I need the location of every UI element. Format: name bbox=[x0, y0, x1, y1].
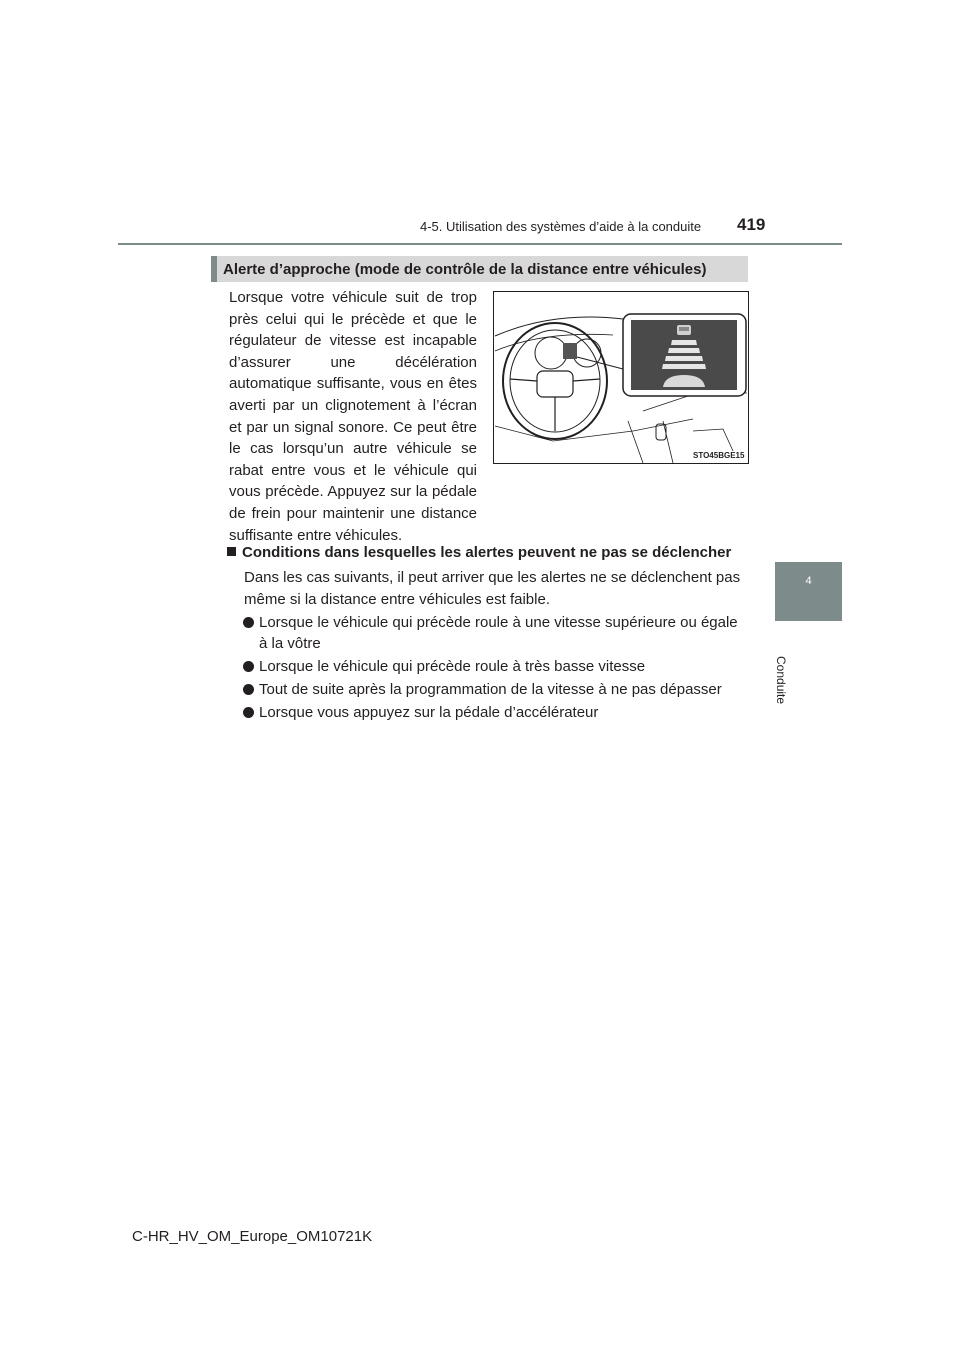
list-item bbox=[243, 612, 749, 654]
list-item bbox=[243, 656, 749, 677]
bullet-icon bbox=[243, 617, 254, 628]
header-rule bbox=[118, 243, 842, 245]
list-item-text: Tout de suite après la programmation de la vitesse à ne pas dépasser bbox=[259, 681, 722, 698]
list-item bbox=[243, 679, 749, 700]
document-id-footer: C-HR_HV_OM_Europe_OM10721K bbox=[132, 1228, 373, 1245]
figure-caption: STO45BGE15 bbox=[693, 451, 745, 460]
list-item-text: Lorsque le véhicule qui précède roule à une vitesse supérieure ou égale à la vôtre bbox=[259, 614, 738, 652]
list-item-text: Lorsque vous appuyez sur la pédale d’accélérateur bbox=[259, 704, 599, 721]
chapter-tab bbox=[775, 562, 842, 621]
bullet-icon bbox=[243, 684, 254, 695]
chapter-label: Conduite bbox=[774, 656, 788, 705]
bullet-icon bbox=[243, 661, 254, 672]
list-item-text: Lorsque le véhicule qui précède roule à très basse vitesse bbox=[259, 658, 646, 675]
conditions-intro: Dans les cas suivants, il peut arriver que les alertes ne se déclenchent pas même si la distance entre véhicules est faible. bbox=[244, 569, 741, 608]
running-header-section: 4-5. Utilisation des systèmes d’aide à la conduite bbox=[420, 219, 702, 234]
page-number: 419 bbox=[737, 215, 766, 234]
chapter-number: 4 bbox=[805, 575, 812, 587]
section-title: Alerte d’approche (mode de contrôle de la distance entre véhicules) bbox=[223, 261, 707, 278]
approach-warning-paragraph: Lorsque votre véhicule suit de trop près celui qui le précède et que le régulateur de vitesse est incapable d’assurer une décélération automatique suffisante, vous en êtes averti par un clignotement à l’écran et par un signal sonore. Ce peut être le cas lorsqu’un autre véhicule se rabat entre vous et le véhicule qui vous précède. Appuyez sur la pédale de frein pour maintenir une distance suffisante entre véhicules. bbox=[229, 289, 477, 544]
dashboard-illustration bbox=[493, 291, 749, 464]
list-item bbox=[243, 702, 749, 723]
conditions-heading-text: Conditions dans lesquelles les alertes peuvent ne pas se déclencher bbox=[242, 544, 732, 561]
conditions-heading bbox=[227, 544, 731, 561]
square-bullet-icon bbox=[227, 547, 236, 556]
bullet-icon bbox=[243, 707, 254, 718]
